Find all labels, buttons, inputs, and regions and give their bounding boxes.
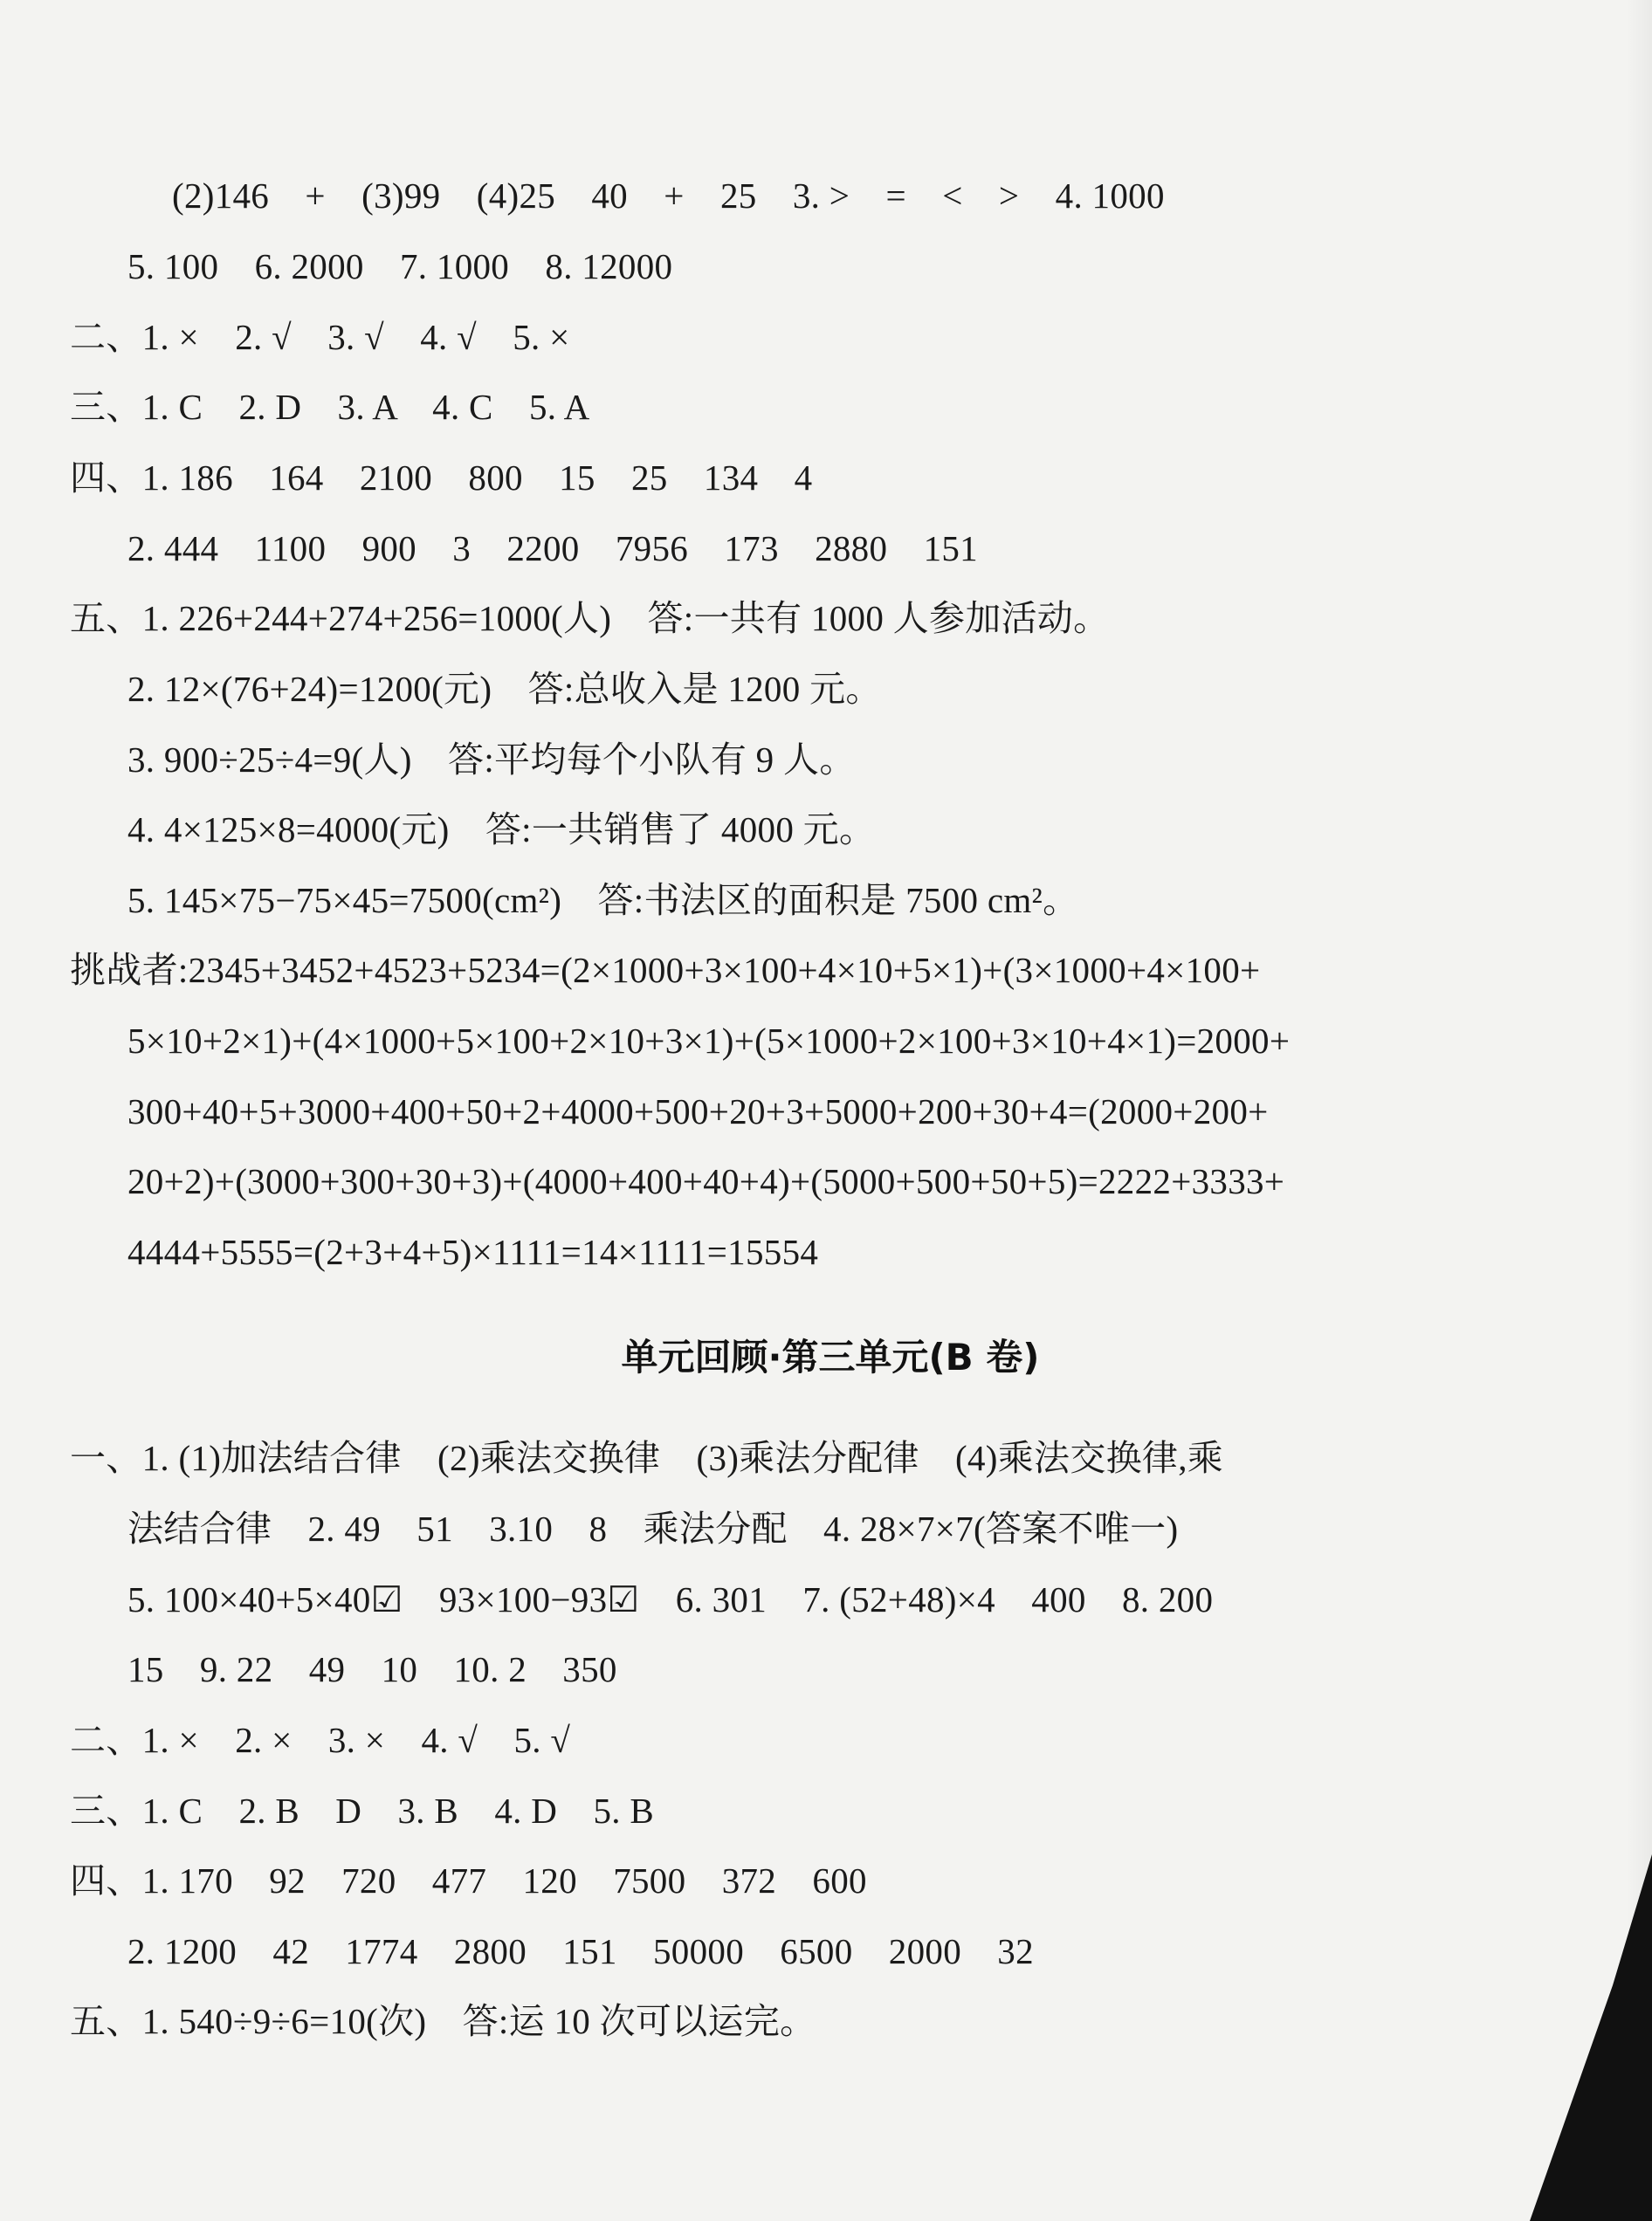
answer-line: (2)146 + (3)99 (4)25 40 + 25 3. > = < > 4. 1000 <box>172 175 1165 216</box>
answer-line: 三、1. C 2. B D 3. B 4. D 5. B <box>70 1791 655 1831</box>
answer-line: 300+40+5+3000+400+50+2+4000+500+20+3+5000+200+30+4=(2000+200+ <box>127 1091 1269 1131</box>
answer-line: 五、1. 540÷9÷6=10(次) 答:运 10 次可以运完。 <box>70 2001 816 2041</box>
answer-line: 5. 100 6. 2000 7. 1000 8. 12000 <box>127 246 673 286</box>
answer-line: 五、1. 226+244+274+256=1000(人) 答:一共有 1000 人参加活动。 <box>70 598 1110 638</box>
answer-line: 2. 444 1100 900 3 2200 7956 173 2880 151 <box>127 528 978 568</box>
answer-line: 二、1. × 2. √ 3. √ 4. √ 5. × <box>70 317 570 357</box>
answer-line: 三、1. C 2. D 3. A 4. C 5. A <box>70 387 590 427</box>
answer-line: 2. 1200 42 1774 2800 151 50000 6500 2000 32 <box>127 1931 1034 1971</box>
answer-line: 5. 145×75−75×45=7500(cm²) 答:书法区的面积是 7500 cm²。 <box>127 880 1079 920</box>
page-corner-shadow <box>1530 1854 1652 2221</box>
answer-line: 四、1. 170 92 720 477 120 7500 372 600 <box>70 1860 867 1901</box>
answer-line: 法结合律 2. 49 51 3.10 8 乘法分配 4. 28×7×7(答案不唯一) <box>127 1509 1179 1549</box>
answer-line: 4. 4×125×8=4000(元) 答:一共销售了 4000 元。 <box>127 809 876 849</box>
answer-line: 3. 900÷25÷4=9(人) 答:平均每个小队有 9 人。 <box>127 739 856 780</box>
answer-line: 15 9. 22 49 10 10. 2 350 <box>127 1649 617 1689</box>
answer-line: 挑战者:2345+3452+4523+5234=(2×1000+3×100+4×10+5×1)+(3×1000+4×100+ <box>70 950 1261 990</box>
answer-line: 一、1. (1)加法结合律 (2)乘法交换律 (3)乘法分配律 (4)乘法交换律,乘 <box>70 1438 1224 1478</box>
answer-line: 二、1. × 2. × 3. × 4. √ 5. √ <box>70 1720 571 1760</box>
answer-line: 5. 100×40+5×40☑ 93×100−93☑ 6. 301 7. (52+48)×4 400 8. 200 <box>127 1579 1214 1619</box>
answer-line: 2. 12×(76+24)=1200(元) 答:总收入是 1200 元。 <box>127 669 882 709</box>
answer-line: 5×10+2×1)+(4×1000+5×100+2×10+3×1)+(5×1000+2×100+3×10+4×1)=2000+ <box>127 1021 1291 1061</box>
answer-line: 20+2)+(3000+300+30+3)+(4000+400+40+4)+(5000+500+50+5)=2222+3333+ <box>127 1161 1285 1201</box>
answer-line: 四、1. 186 164 2100 800 15 25 134 4 <box>70 457 813 498</box>
section-title: 单元回顾·第三单元(B 卷) <box>621 1336 1040 1379</box>
answer-line: 4444+5555=(2+3+4+5)×1111=14×1111=15554 <box>127 1232 819 1272</box>
